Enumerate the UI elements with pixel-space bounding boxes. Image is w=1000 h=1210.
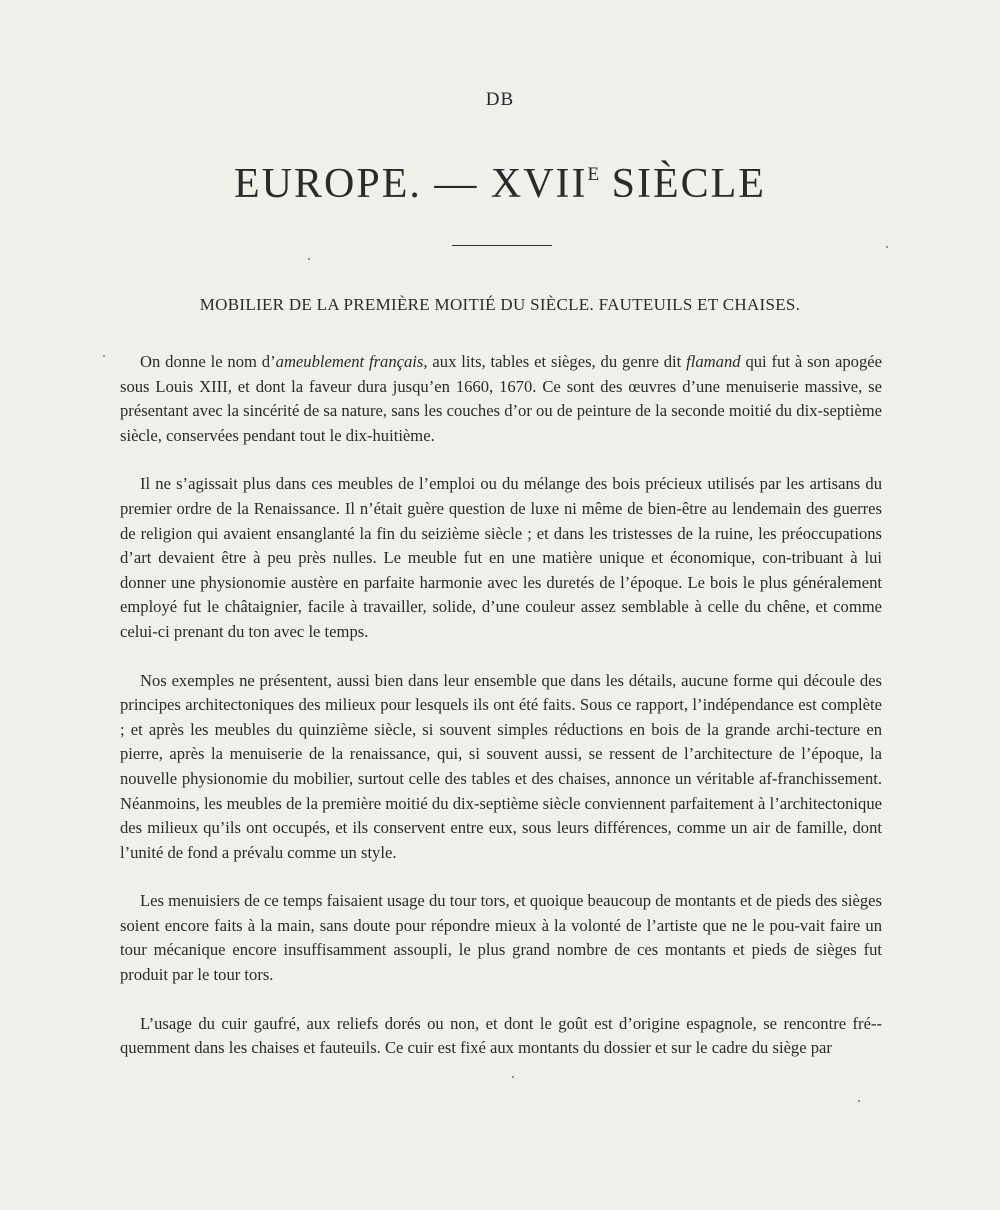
- paper-speck: [512, 1076, 514, 1078]
- paragraph-2: Il ne s’agissait plus dans ces meubles de l’emploi ou du mélange des bois précieux utilisés par les artisans du premier ordre de la Renaissance. Il n’était guère question de luxe ni même de bien-être au lendemain des guerres de religion qui avaient ensanglanté la fin du seizième siècle ; et dans les tristesses de la ruine, les préoccupations d’art devaient être à peu près nulles. Le meuble fut en une matière unique et économique, con-tribuant à lui donner une physionomie austère en parfaite harmonie avec les duretés de l’époque. Le bois le plus généralement employé fut le châtaignier, facile à travailler, solide, d’une couleur assez semblable à celle du chêne, et comme celui-ci prenant du ton avec le temps.: [120, 474, 882, 641]
- paragraph-1-emphasis-2: flamand: [686, 352, 741, 371]
- title-divider: [452, 245, 552, 246]
- title-end: SIÈCLE: [599, 161, 766, 207]
- paper-speck: [308, 258, 310, 260]
- paragraph-1-emphasis-1: ameublement français,: [275, 352, 428, 371]
- page-title: [0, 160, 1000, 208]
- paper-speck: [886, 246, 888, 248]
- paper-speck: [103, 355, 105, 357]
- paragraph-4: Les menuisiers de ce temps faisaient usage du tour tors, et quoique beaucoup de montants et de pieds des sièges soient encore faits à la main, sans doute pour répondre mieux à la volonté de l’artiste que ne le pou-vait faire un tour mécanique encore insuffisamment assoupli, le plus grand nombre de ces montants et pieds de sièges fut produit par le tour tors.: [120, 891, 882, 985]
- body-text: [120, 350, 882, 1085]
- plate-code: DB: [485, 89, 515, 110]
- paragraph-1-text-b: aux lits, tables et sièges, du genre dit: [427, 352, 687, 371]
- paragraph-3: Nos exemples ne présentent, aussi bien dans leur ensemble que dans les détails, aucune forme qui découle des principes architectoniques des milieux pour lesquels ils ont été faits. Sous ce rapport, l’indépendance est complète ; et après les meubles du quinzième siècle, si souvent simples réductions en bois de la grande archi-tecture en pierre, après la menuiserie de la renaissance, qui, si souvent aussi, se ressent de l’architecture de l’époque, la nouvelle physionomie du mobilier, surtout celle des tables et des chaises, annonce un véritable af-franchissement. Néanmoins, les meubles de la première moitié du dix-septième siècle conviennent parfaitement à l’architectonique des milieux qu’ils ont occupés, et ils conservent entre eux, sous leurs différences, comme un air de famille, dont l’unité de fond a prévalu comme un style.: [120, 670, 882, 862]
- title-superscript: E: [587, 164, 600, 185]
- section-subtitle: MOBILIER DE LA PREMIÈRE MOITIÉ DU SIÈCLE. FAUTEUILS ET CHAISES.: [199, 295, 801, 314]
- paragraph-1-text-a: On donne le nom d’: [140, 352, 276, 371]
- paragraph-1: [120, 350, 882, 448]
- title-main: EUROPE. — XVII: [234, 161, 588, 207]
- paragraph-5: L’usage du cuir gaufré, aux reliefs dorés ou non, et dont le goût est d’origine espagnole, se rencontre fré-quemment dans les chaises et fauteuils. Ce cuir est fixé aux montants du dossier et sur le cadre du siège par: [120, 1013, 882, 1058]
- paper-speck: [858, 1100, 860, 1102]
- paragraph-1-text-c: qui fut à son apogée sous Louis XIII, et dont la faveur dura jusqu’en 1660, 1670. Ce sont des œuvres d’une menuiserie massive, se présentant avec la sincérité de sa nature, sans les couches d’or ou de peinture de la seconde moitié du dix-septième siècle, conservées pendant tout le dix-huitième.: [120, 352, 882, 445]
